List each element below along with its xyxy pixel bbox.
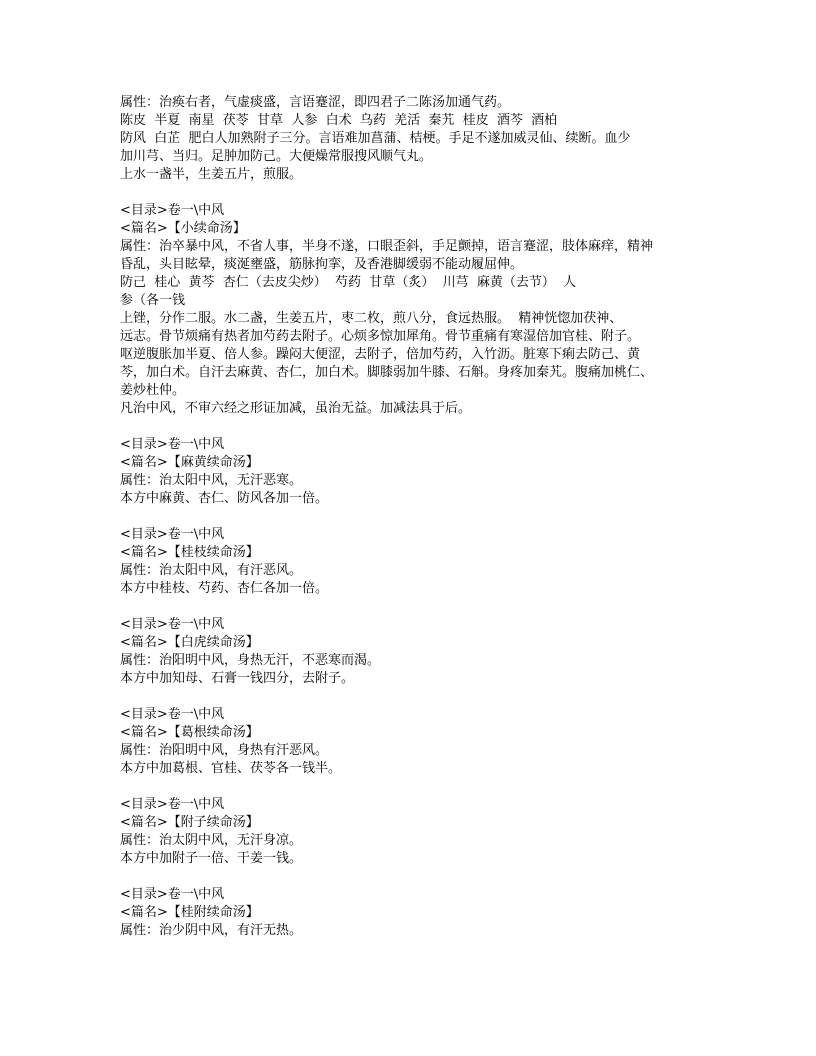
section-bai-hu-xu-ming-tang (120, 616, 720, 688)
text-line: 属性：治太阳中风，无汗恶寒。 (120, 473, 303, 488)
section-gui-zhi-xu-ming-tang (120, 526, 720, 598)
section-ge-gen-xu-ming-tang (120, 706, 720, 778)
text-line: 属性：治太阳中风，有汗恶风。 (120, 563, 303, 578)
text-line: 本方中麻黄、杏仁、防风各加一倍。 (120, 491, 329, 506)
chapter-title: <篇名>【附子续命汤】 (120, 815, 259, 830)
section-1 (120, 94, 720, 184)
blank-line (120, 778, 720, 796)
blank-line (120, 184, 720, 202)
text-line: 呕逆腹胀加半夏、倍人参。躁闷大便涩，去附子，倍加芍药，入竹沥。脏寒下痢去防己、黄 (120, 347, 641, 362)
text-line: 远志。骨节烦痛有热者加芍药去附子。心烦多惊加犀角。骨节重痛有寒湿倍加官桂、附子。 (120, 329, 641, 344)
catalog-line: <目录>卷一\中风 (120, 887, 225, 902)
document-body (120, 94, 720, 940)
text-line: 防己 桂心 黄芩 杏仁（去皮尖炒） 芍药 甘草（炙） 川芎 麻黄（去节） 人 (120, 275, 577, 290)
blank-line (120, 598, 720, 616)
catalog-line: <目录>卷一\中风 (120, 527, 225, 542)
catalog-line: <目录>卷一\中风 (120, 203, 225, 218)
catalog-line: <目录>卷一\中风 (120, 437, 225, 452)
catalog-line: <目录>卷一\中风 (120, 797, 225, 812)
blank-line (120, 418, 720, 436)
chapter-title: <篇名>【白虎续命汤】 (120, 635, 259, 650)
blank-line (120, 868, 720, 886)
text-line: 上锉，分作二服。水二盏，生姜五片，枣二枚，煎八分，食远热服。 精神恍惚加茯神、 (120, 311, 623, 326)
text-line: 加川芎、当归。足肿加防己。大便燥常服搜风顺气丸。 (120, 149, 433, 164)
text-line: 凡治中风，不审六经之形证加减，虽治无益。加减法具于后。 (120, 401, 472, 416)
text-line: 芩，加白术。自汗去麻黄、杏仁，加白术。脚膝弱加牛膝、石斛。身疼加秦艽。腹痛加桃仁、 (120, 365, 654, 380)
chapter-title: <篇名>【小续命汤】 (120, 221, 246, 236)
chapter-title: <篇名>【麻黄续命汤】 (120, 455, 259, 470)
catalog-line: <目录>卷一\中风 (120, 707, 225, 722)
chapter-title: <篇名>【桂附续命汤】 (120, 905, 259, 920)
text-line: 本方中桂枝、芍药、杏仁各加一倍。 (120, 581, 329, 596)
text-line: 姜炒杜仲。 (120, 383, 186, 398)
chapter-title: <篇名>【桂枝续命汤】 (120, 545, 259, 560)
blank-line (120, 508, 720, 526)
text-line: 属性：治阳明中风，身热有汗恶风。 (120, 743, 329, 758)
text-line: 上水一盏半，生姜五片，煎服。 (120, 167, 303, 182)
blank-line (120, 688, 720, 706)
text-line: 属性：治太阴中风，无汗身凉。 (120, 833, 303, 848)
text-line: 属性：治痪右者，气虚痰盛，言语蹇涩，即四君子二陈汤加通气药。 (120, 95, 511, 110)
text-line: 属性：治阳明中风，身热无汗，不恶寒而渴。 (120, 653, 381, 668)
section-xiao-xu-ming-tang (120, 202, 720, 418)
text-line: 本方中加葛根、官桂、茯苓各一钱半。 (120, 761, 342, 776)
text-line: 防风 白芷 肥白人加熟附子三分。言语难加菖蒲、桔梗。手足不遂加威灵仙、续断。血少 (120, 131, 631, 146)
chapter-title: <篇名>【葛根续命汤】 (120, 725, 259, 740)
text-line: 本方中加附子一倍、干姜一钱。 (120, 851, 303, 866)
section-gui-fu-xu-ming-tang (120, 886, 720, 940)
text-line: 昏乱，头目眩晕，痰涎壅盛，筋脉拘挛，及香港脚缓弱不能动履屈伸。 (120, 257, 524, 272)
section-fu-zi-xu-ming-tang (120, 796, 720, 868)
text-line: 属性：治卒暴中风，不省人事，半身不遂，口眼歪斜，手足颤掉，语言蹇涩，肢体麻痒，精神 (120, 239, 654, 254)
text-line: 参（各一钱 (120, 293, 186, 308)
text-line: 属性：治少阴中风，有汗无热。 (120, 923, 303, 938)
catalog-line: <目录>卷一\中风 (120, 617, 225, 632)
section-ma-huang-xu-ming-tang (120, 436, 720, 508)
text-line: 本方中加知母、石膏一钱四分，去附子。 (120, 671, 355, 686)
text-line: 陈皮 半夏 南星 茯苓 甘草 人参 白术 乌药 羌活 秦艽 桂皮 酒芩 酒柏 (120, 113, 558, 128)
